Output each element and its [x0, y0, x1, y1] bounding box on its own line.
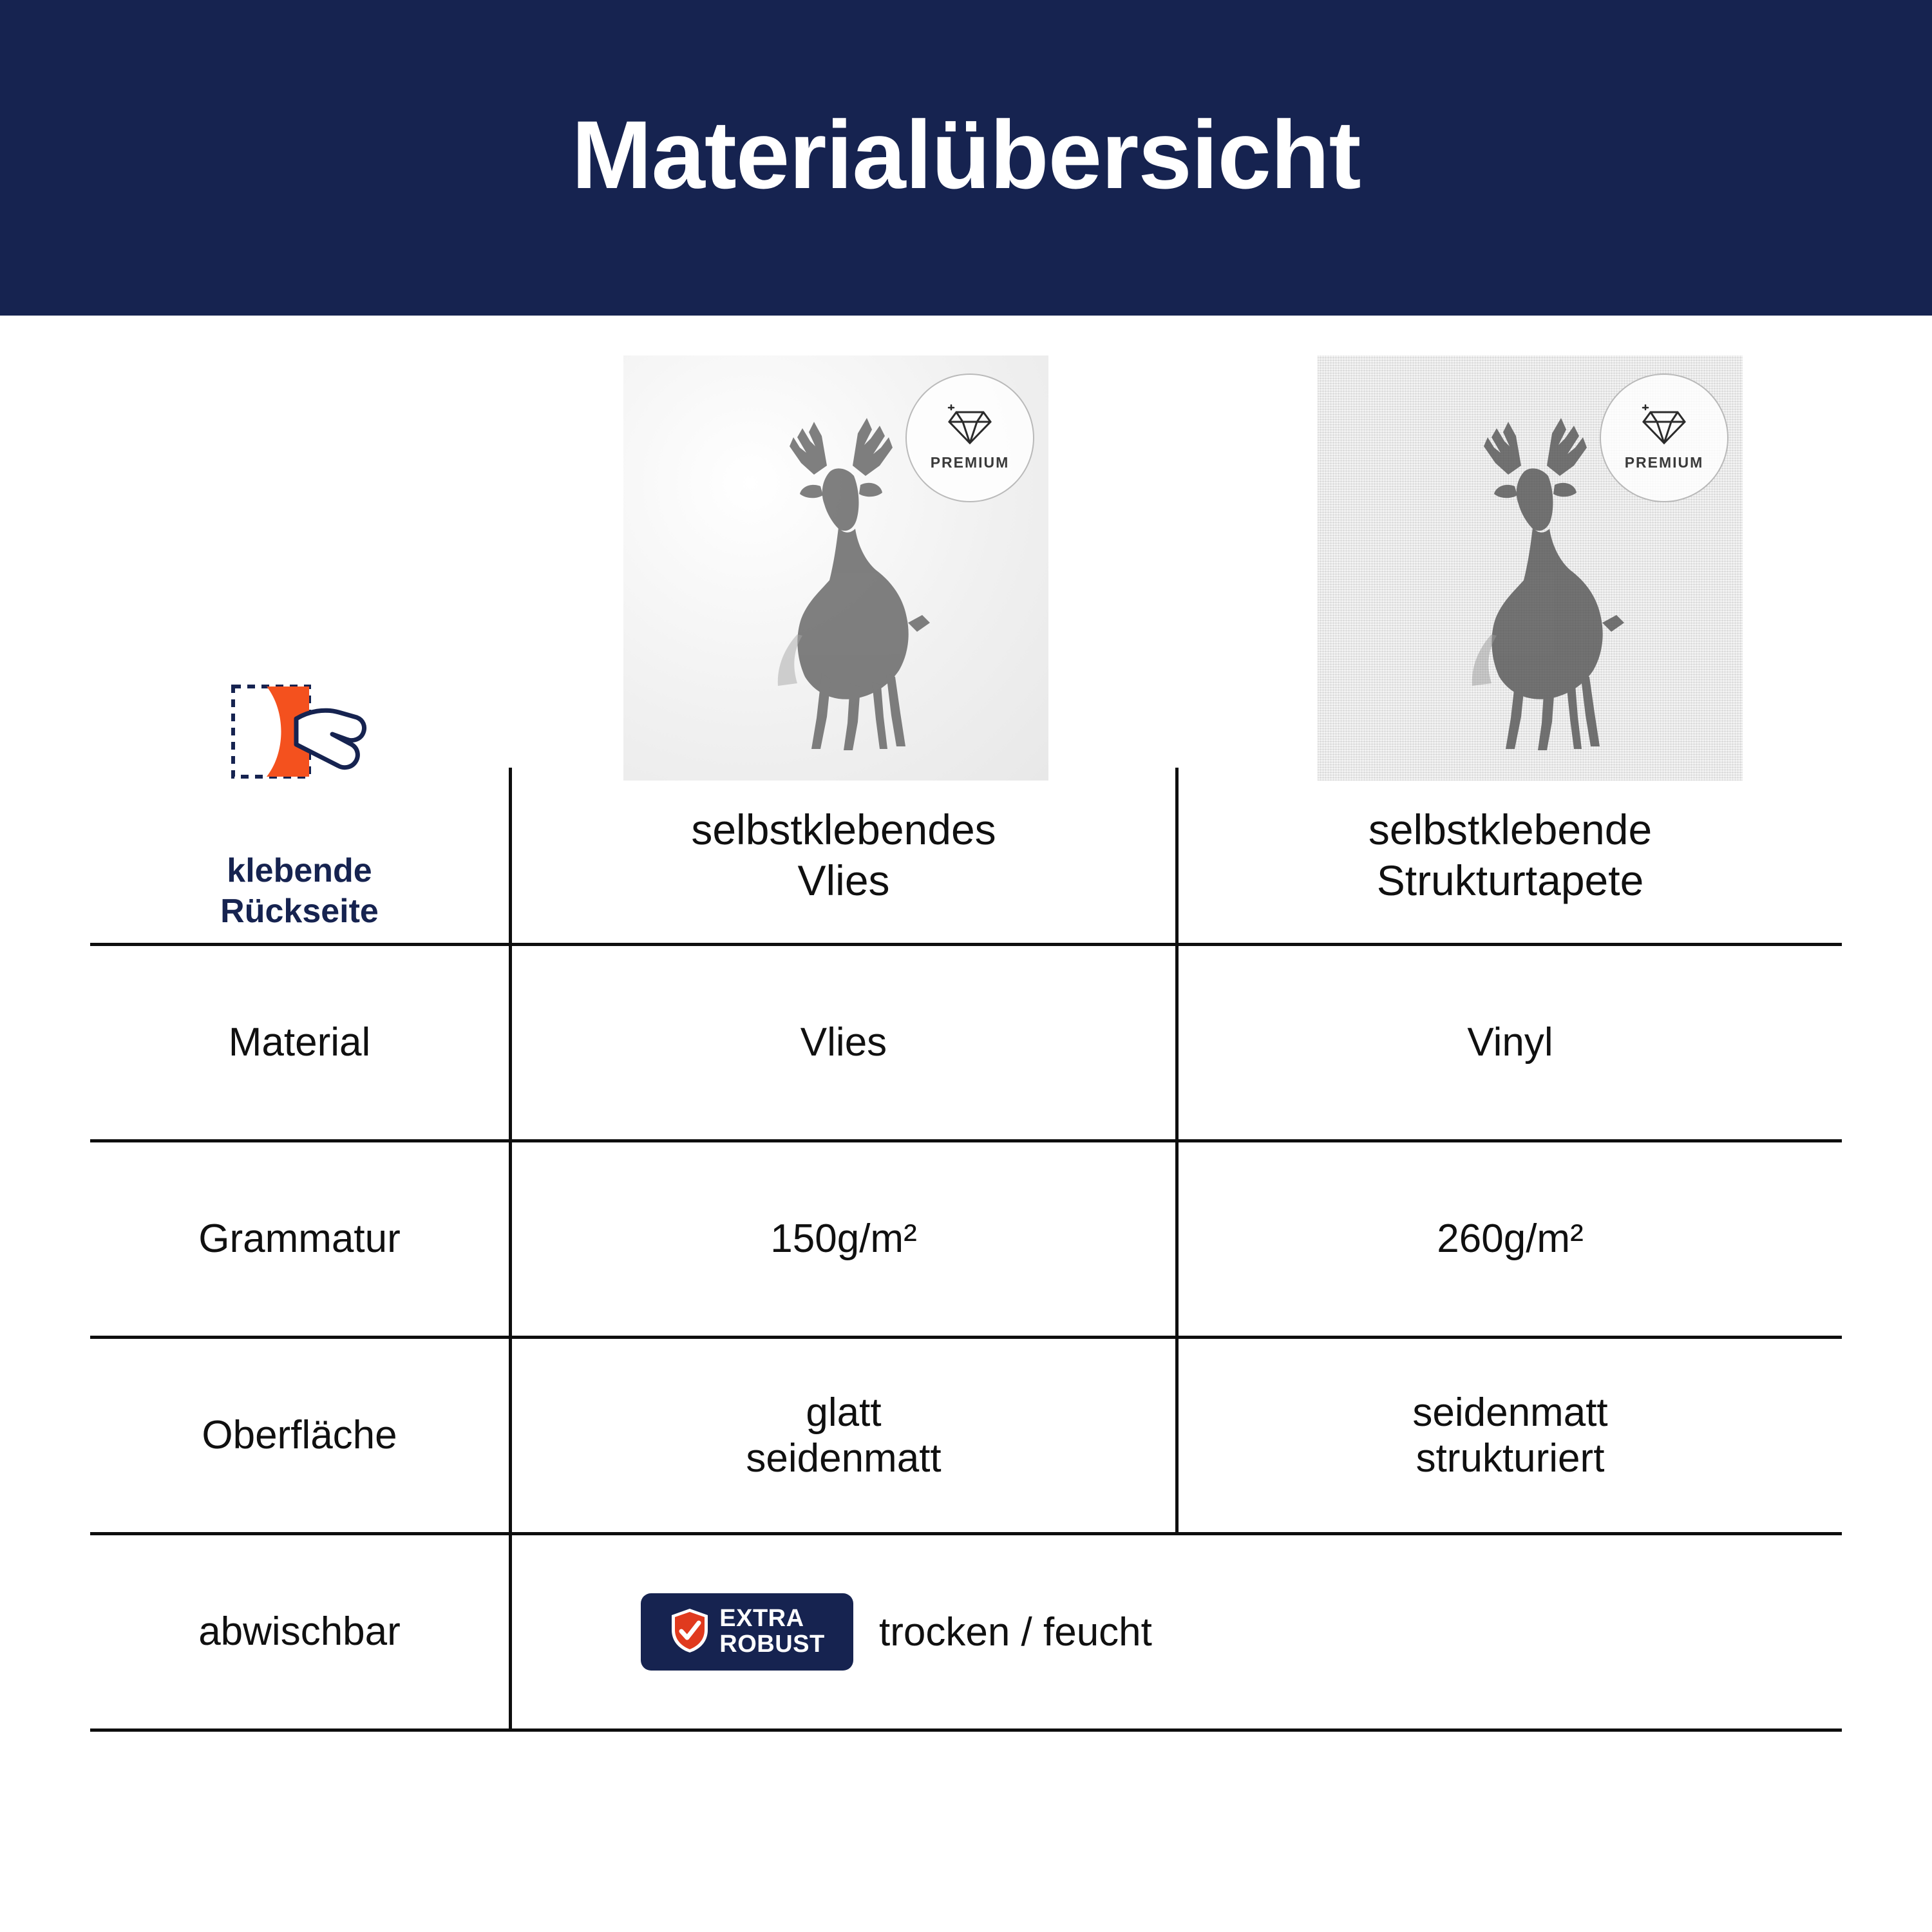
- premium-badge: [1600, 374, 1728, 502]
- diamond-icon: [1640, 404, 1688, 450]
- premium-badge-label: PREMIUM: [930, 454, 1010, 471]
- row-label-grammatur: Grammatur: [198, 1217, 401, 1262]
- premium-badge-label: PREMIUM: [1624, 454, 1704, 471]
- row-label-abwischbar: abwischbar: [198, 1609, 401, 1654]
- extra-robust-line1: EXTRA: [719, 1605, 804, 1633]
- cell-material-vlies: Vlies: [509, 946, 1175, 1139]
- page-header: [0, 0, 1932, 316]
- abwischbar-value-text: trocken / feucht: [879, 1609, 1152, 1654]
- table-row-oberflaeche: [90, 1339, 1842, 1535]
- material-comparison-table: [90, 768, 1842, 1732]
- adhesive-back-label-cell: [90, 768, 509, 943]
- cell-grammatur-strukturtapete: 260g/m²: [1175, 1142, 1842, 1336]
- header-cell-vlies-line1: selbstklebendes: [691, 805, 996, 853]
- cell-oberflaeche-strukturtapete-line1: seidenmatt: [1412, 1390, 1608, 1435]
- extra-robust-line2: ROBUST: [719, 1631, 825, 1658]
- table-row-grammatur: [90, 1142, 1842, 1339]
- header-cell-strukturtapete-line2: Strukturtapete: [1376, 857, 1644, 904]
- cell-oberflaeche-strukturtapete: [1175, 1339, 1842, 1532]
- table-row-material: [90, 946, 1842, 1142]
- cell-material-strukturtapete: Vinyl: [1175, 946, 1842, 1139]
- header-cell-vlies: [509, 768, 1175, 943]
- diamond-icon: [946, 404, 994, 450]
- sample-image-vlies: [623, 355, 1048, 781]
- adhesive-back-label-line1: klebende: [227, 852, 372, 890]
- cell-oberflaeche-vlies: [509, 1339, 1175, 1532]
- table-row-abwischbar: [90, 1535, 1842, 1732]
- peel-adhesive-back-icon: [219, 677, 380, 793]
- adhesive-back-label-line2: Rückseite: [220, 892, 379, 930]
- extra-robust-badge: [641, 1593, 853, 1671]
- page-title: Materialübersicht: [571, 100, 1361, 209]
- header-cell-strukturtapete: [1175, 768, 1842, 943]
- cell-oberflaeche-vlies-line2: seidenmatt: [746, 1436, 942, 1481]
- header-cell-strukturtapete-line1: selbstklebende: [1368, 805, 1653, 853]
- premium-badge: [905, 374, 1034, 502]
- cell-oberflaeche-vlies-line1: glatt: [806, 1390, 882, 1435]
- cell-abwischbar-value: [509, 1535, 1842, 1728]
- cell-grammatur-vlies: 150g/m²: [509, 1142, 1175, 1336]
- sample-image-strukturtapete: [1318, 355, 1743, 781]
- row-label-material: Material: [228, 1020, 371, 1065]
- header-cell-vlies-line2: Vlies: [797, 857, 890, 904]
- shield-check-icon: [669, 1607, 710, 1658]
- table-row-header: [90, 768, 1842, 946]
- row-label-oberflaeche: Oberfläche: [202, 1413, 397, 1458]
- cell-oberflaeche-strukturtapete-line2: strukturiert: [1416, 1436, 1605, 1481]
